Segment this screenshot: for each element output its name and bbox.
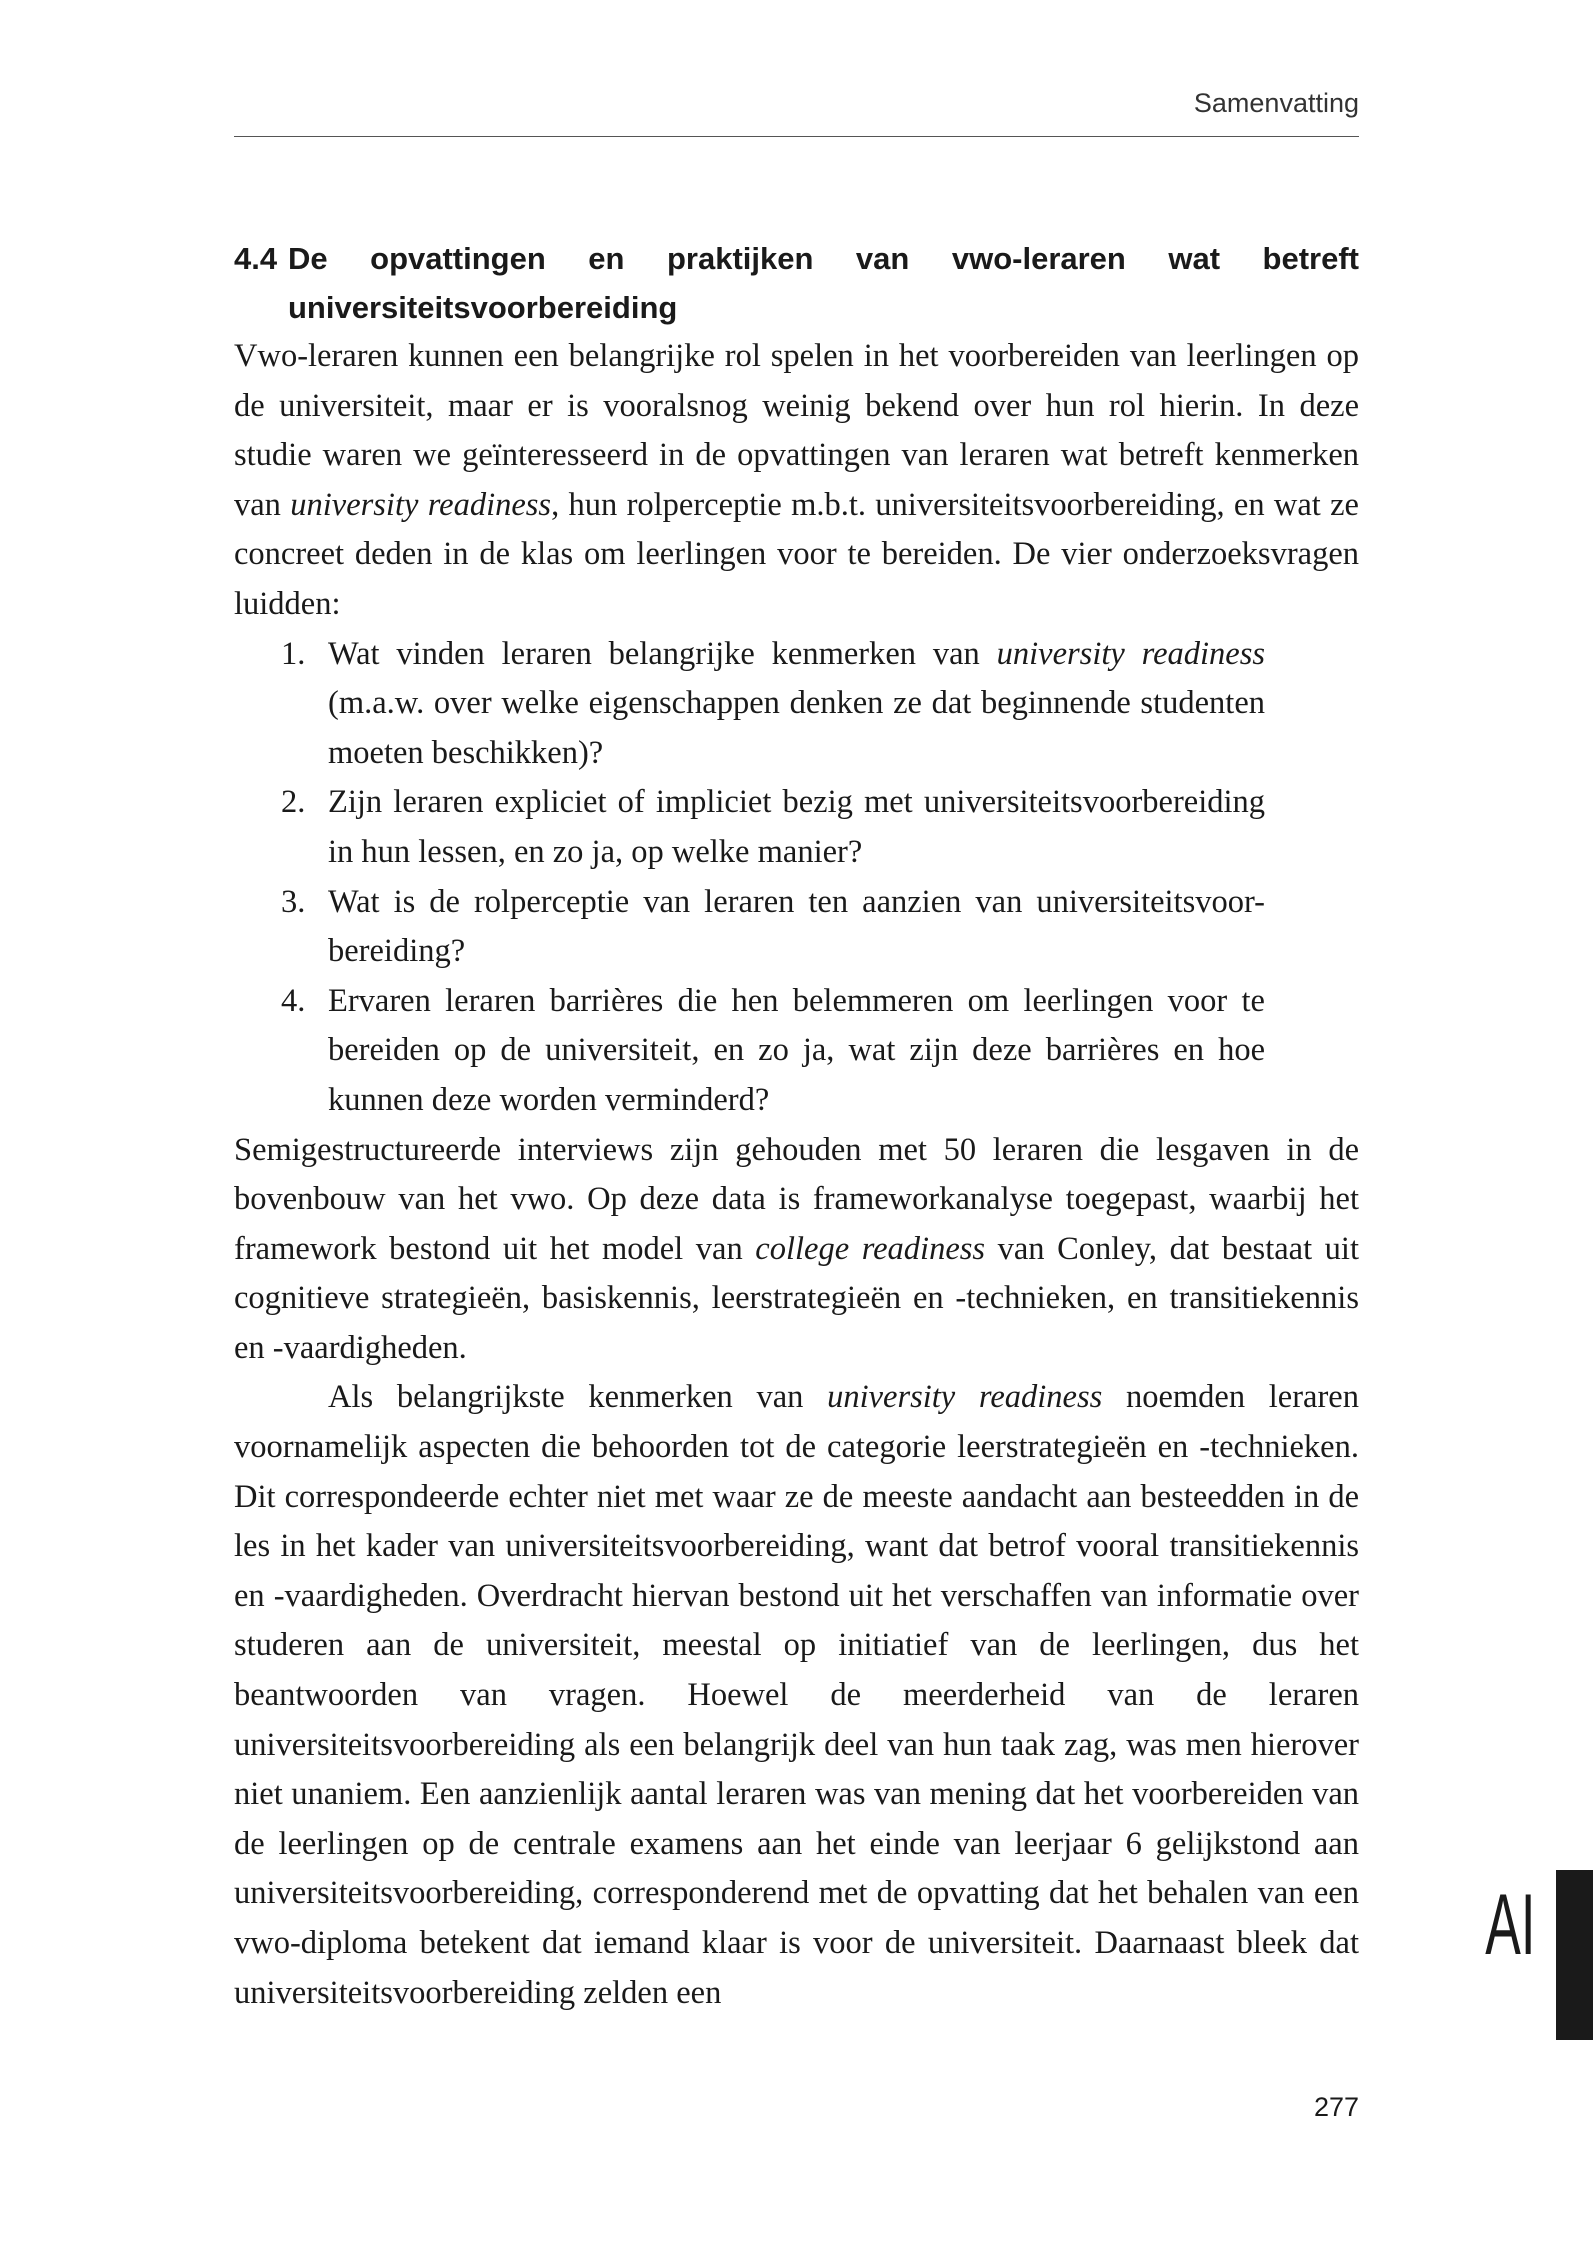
header-divider [234, 136, 1359, 137]
results-paragraph [234, 1373, 1359, 2018]
intro-text-2: , hun rolperceptie m.b.t. universiteitsvoorbereiding, en wat ze concreet deden in de klas om leerlingen voor te bereiden. De vier onderzoeksvragen luidden: [234, 486, 1359, 622]
results-term: university readiness [827, 1379, 1103, 1416]
page-number: 277 [1313, 2092, 1359, 2122]
list-item-number: 4. [281, 982, 306, 1019]
list-item-number: 1. [281, 635, 306, 672]
list-item [281, 630, 1265, 779]
page-body [234, 234, 1359, 2018]
list-item [281, 878, 1265, 977]
methods-term: college readiness [755, 1230, 986, 1267]
list-item [281, 778, 1265, 877]
question-text: Zijn leraren expliciet of impliciet bezig met universiteitsvoorbereiding in hun lessen, en zo ja, op welke manier? [328, 784, 1265, 870]
question-text: Ervaren leraren barrières die hen belemmeren om leerlingen voor te bereiden op de universiteit, en zo ja, wat zijn deze barrières en hoe kunnen deze worden verminderd? [328, 982, 1265, 1118]
intro-text-1: Vwo-leraren kunnen een belangrijke rol spelen in het voorbereiden van leerlingen op de universiteit, maar er is vooralsnog weinig bekend over hun rol hierin. In deze studie waren we geïnteresseerd in de opvattingen van leraren wat betreft kenmerken van [234, 338, 1359, 523]
question-text: Wat vinden leraren belangrijke kenmerken van [328, 635, 997, 672]
section-title: De opvattingen en praktijken van vwo-leraren wat betreft universiteitsvoorbereiding [288, 241, 1359, 325]
appendix-tab-label: AI [1485, 1877, 1536, 1973]
methods-paragraph [234, 1126, 1359, 1374]
list-item-number: 3. [281, 883, 306, 920]
intro-paragraph [234, 332, 1359, 630]
question-term: university readiness [996, 635, 1265, 672]
question-text: Wat is de rolperceptie van leraren ten aanzien van universiteitsvoor-bereiding? [328, 883, 1265, 970]
list-item [281, 977, 1265, 1126]
question-text: (m.a.w. over welke eigenschappen denken ze dat beginnende studenten moeten beschikken)? [328, 685, 1265, 771]
methods-text-2: van Conley, dat bestaat uit cognitieve strategieën, basiskennis, leerstrategieën en -technieken, en transitiekennis en -vaardigheden. [234, 1230, 1359, 1366]
appendix-thumb-tab [1556, 1870, 1593, 2040]
methods-text-1: Semigestructureerde interviews zijn gehouden met 50 leraren die lesgaven in de bovenbouw van het vwo. Op deze data is frameworkanalyse toegepast, waarbij het framework bestond uit het model van [234, 1131, 1359, 1267]
running-header: Samenvatting [1193, 88, 1359, 118]
intro-term: university readiness [290, 486, 552, 523]
section-heading [234, 234, 1359, 332]
results-text-1: Als belangrijkste kenmerken van [328, 1379, 828, 1416]
results-text-2: noemden leraren voornamelijk aspecten die behoorden tot de categorie leerstrategieën en -technieken. Dit correspondeerde echter niet met waar ze de meeste aandacht aan besteedden in de les in het kader van universiteitsvoorbereiding, want dat betrof vooral transitiekennis en -vaardigheden. Overdracht hiervan bestond uit het verschaffen van informatie over studeren aan de universiteit, meestal op initiatief van de leerlingen, dus het beantwoorden van vragen. Hoewel de meerderheid van de leraren universiteitsvoorbereiding als een belangrijk deel van hun taak zag, was men hierover niet unaniem. Een aanzienlijk aantal leraren was van mening dat het voorbereiden van de leerlingen op de centrale examens aan het einde van leerjaar 6 gelijkstond aan universiteitsvoorbereiding, corresponderend met de opvatting dat het behalen van een vwo-diploma betekent dat iemand klaar is voor de universiteit. Daarnaast bleek dat universiteitsvoorbereiding zelden een [234, 1379, 1359, 2011]
section-number: 4.4 [234, 241, 278, 276]
list-item-number: 2. [281, 784, 306, 821]
research-questions-list [234, 630, 1265, 1126]
